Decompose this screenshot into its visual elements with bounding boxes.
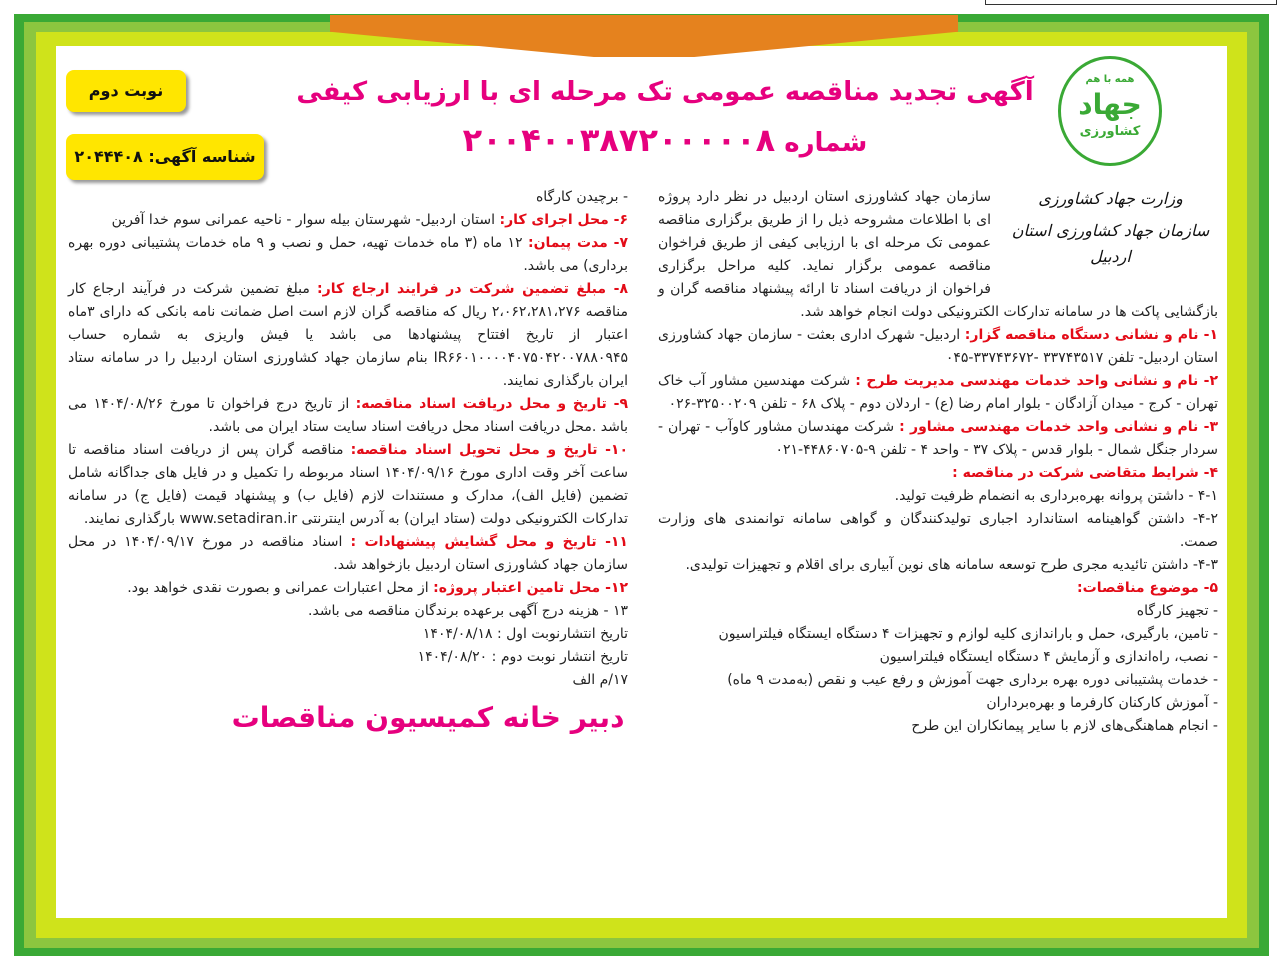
section-heading: ۳- نام و نشانی واحد خدمات مهندسی مشاور : — [899, 419, 1218, 435]
section-heading: ۲- نام و نشانی واحد خدمات مهندسی مدیریت طرح : — [855, 373, 1218, 389]
title-number-prefix: شماره — [784, 128, 868, 158]
section-7 — [68, 232, 628, 278]
list-item: - تامین، بارگیری، حمل و باراندازی کلیه لوازم و تجهیزات ۴ دستگاه ایستگاه فیلتراسیون — [718, 626, 1218, 642]
ministry-line2: سازمان جهاد کشاورزی استان اردبیل — [1011, 221, 1210, 266]
section-heading: ۱۰- تاریخ و محل تحویل اسناد مناقصه: — [350, 442, 628, 458]
section-12 — [68, 577, 628, 600]
section-body: مناقصه گران پس از دریافت اسناد مناقصه تا ساعت آخر وقت اداری مورخ ۱۴۰۴/۰۹/۱۶ اسناد مربوطه را تکمیل و در فایل های جداگانه شامل تضمین (فایل الف)، مدارک و مستندات لازم (فایل ب) و پیشنهاد قیمت (فایل ج) در سامانه تدارکات الکترونیکی دولت (ستاد ایران) به آدرس اینترنتی www.setadiran.ir بارگذاری نمایند. — [68, 442, 628, 527]
section-body: شرکت مهندسین مشاور آب خاک تهران - کرج - میدان آزادگان - بلوار امام رضا (ع) - اردلان دوم - پلاک ۶۸ - تلفن ۳۲۵۰۰۲۰۹-۰۲۶ — [658, 373, 1218, 412]
logo-top-text: همه با هم — [1085, 74, 1135, 85]
section-10 — [68, 439, 628, 531]
section-body: اسناد مناقصه در مورخ ۱۴۰۴/۰۹/۱۷ در محل سازمان جهاد کشاورزی استان اردبیل بازخواهد شد. — [68, 534, 628, 573]
ad-id-label: شناسه آگهی: — [148, 147, 256, 166]
jihad-keshavarzi-logo — [1058, 56, 1162, 166]
section-body: از محل اعتبارات عمرانی و بصورت نقدی خواهد بود. — [127, 580, 434, 596]
section-6 — [68, 209, 628, 232]
section-heading: ۱۲- محل تامین اعتبار پروژه: — [433, 580, 628, 596]
publish-date-first: تاریخ انتشارنوبت اول : ۱۴۰۴/۰۸/۱۸ — [422, 626, 628, 642]
section-3 — [658, 416, 1218, 462]
section-body: استان اردبیل- شهرستان بیله سوار - ناحیه عمرانی سوم خدا آفرین — [111, 212, 500, 228]
section-5-heading: ۵- موضوع مناقصات: — [1077, 580, 1218, 596]
section-13: ۱۳ - هزینه درج آگهی برعهده برندگان مناقصه می باشد. — [308, 603, 628, 619]
ad-id-badge — [66, 134, 264, 180]
section-heading: ۱- نام و نشانی دستگاه مناقصه گزار: — [964, 327, 1218, 343]
section-heading: ۸- مبلغ تضمین شرکت در فرایند ارجاع کار: — [317, 281, 628, 297]
title-line2 — [280, 116, 1050, 167]
section-heading: ۷- مدت پیمان: — [528, 235, 629, 251]
list-item: ۴-۱ - داشتن پروانه بهره‌برداری به انضمام ظرفیت تولید. — [894, 488, 1218, 504]
list-item: - نصب، راه‌اندازی و آزمایش ۴ دستگاه ایستگاه فیلتراسیون — [879, 649, 1218, 665]
title-line1: آگهی تجدید مناقصه عمومی تک مرحله ای با ارزیابی کیفی — [296, 77, 1034, 107]
section-body: اردبیل- شهرک اداری بعثت - سازمان جهاد کشاورزی استان اردبیل- تلفن ۳۳۷۴۳۵۱۷ -۳۳۷۴۳۶۷۲-۰۴۵ — [658, 327, 1218, 366]
page-title — [280, 68, 1050, 167]
list-item: - برچیدن کارگاه — [535, 189, 628, 205]
list-item: - آموزش کارکنان کارفرما و بهره‌برداران — [986, 695, 1218, 711]
publish-date-second: تاریخ انتشار نوبت دوم : ۱۴۰۴/۰۸/۲۰ — [417, 649, 628, 665]
section-8 — [68, 278, 628, 393]
section-body: مبلغ تضمین شرکت در فرآیند ارجاع کار مناقصه ۲،۰۶۲،۲۸۱،۲۷۶ ریال که مناقصه گران لازم است اصل ضمانت نامه بانکی که دارای ۳ماه اعتبار از تاریخ افتتاح پیشنهادها می باشد یا فیش واریزی به شماره حساب IR۶۶۰۱۰۰۰۰۴۰۷۵۰۴۲۰۰۷۸۸۰۹۴۵ بنام سازمان جهاد کشاورزی استان اردبیل را در سامانه ستاد ایران بارگذاری نمایند. — [68, 281, 628, 389]
ad-id-value: ۲۰۴۴۴۰۸ — [74, 147, 143, 166]
list-item: ۴-۲- داشتن گواهینامه استاندارد اجباری تولیدکنندگان و گواهی سامانه توانمندی های وزارت صمت. — [658, 511, 1218, 550]
section-11 — [68, 531, 628, 577]
intro-paragraph: سازمان جهاد کشاورزی استان اردبیل در نظر دارد پروژه ای با اطلاعات مشروحه ذیل را از طریق برگزاری مناقصه عمومی تک مرحله ای با ارزیابی کیفی از طریق فراخوان مناقصه عمومی برگزار نماید. کلیه مراحل برگزاری فراخوان از دریافت اسناد تا ارائه پیشنهاد مناقصه گران و بازگشایی پاکت ها در سامانه تدارکات الکترونیکی دولت انجام خواهد شد. — [658, 189, 1218, 320]
ministry-calligraphy — [1003, 186, 1218, 276]
ministry-line1: وزارت جهاد کشاورزی — [1038, 189, 1183, 208]
signature-secretariat: دبیر خانه کمیسیون مناقصات — [231, 701, 625, 734]
section-body: شرکت مهندسان مشاور کاوآب - تهران - سردار جنگل شمال - بلوار قدس - پلاک ۳۷ - واحد ۴ - تلفن ۹-۴۴۸۶۰۷۰۵-۰۲۱ — [658, 419, 1218, 458]
list-item: - خدمات پشتیبانی دوره بهره برداری جهت آموزش و رفع عیب و نقص (به‌مدت ۹ ماه) — [727, 672, 1218, 688]
round-badge: نوبت دوم — [66, 70, 186, 112]
list-item: - تجهیز کارگاه — [1136, 603, 1218, 619]
logo-main-text: جهاد — [1078, 88, 1142, 121]
columns — [68, 186, 1218, 738]
section-body: از تاریخ درج فراخوان تا مورخ ۱۴۰۴/۰۸/۲۶ می باشد .محل دریافت اسناد محل دریافت اسناد سایت ستاد ایران می باشد. — [68, 396, 628, 435]
section-heading: ۶- محل اجرای کار: — [499, 212, 628, 228]
section-1 — [658, 324, 1218, 370]
section-2 — [658, 370, 1218, 416]
right-column — [658, 186, 1218, 738]
section-heading: ۱۱- تاریخ و محل گشایش پیشنهادات : — [350, 534, 628, 550]
top-border-strip — [985, 0, 1277, 5]
section-body: ۱۲ ماه (۳ ماه خدمات تهیه، حمل و نصب و ۹ ماه خدمات پشتیبانی دوره بهره برداری) می باشد. — [68, 235, 628, 274]
section-heading: ۹- تاریخ و محل دریافت اسناد مناقصه: — [355, 396, 628, 412]
section-9 — [68, 393, 628, 439]
reference-code: ۱۷/م الف — [572, 672, 628, 688]
logo-sub-text: کشاورزی — [1079, 124, 1141, 139]
list-item: ۴-۳- داشتن تائیدیه مجری طرح توسعه سامانه های نوین آبیاری برای اقلام و تجهیزات تولیدی. — [685, 557, 1218, 573]
left-column — [68, 186, 628, 738]
list-item: - انجام هماهنگی‌های لازم با سایر پیمانکاران این طرح — [911, 718, 1218, 734]
tender-number: ۲۰۰۴۰۰۳۸۷۲۰۰۰۰۰۸ — [462, 121, 776, 159]
section-4-heading: ۴- شرایط متقاضی شرکت در مناقصه : — [952, 465, 1218, 481]
